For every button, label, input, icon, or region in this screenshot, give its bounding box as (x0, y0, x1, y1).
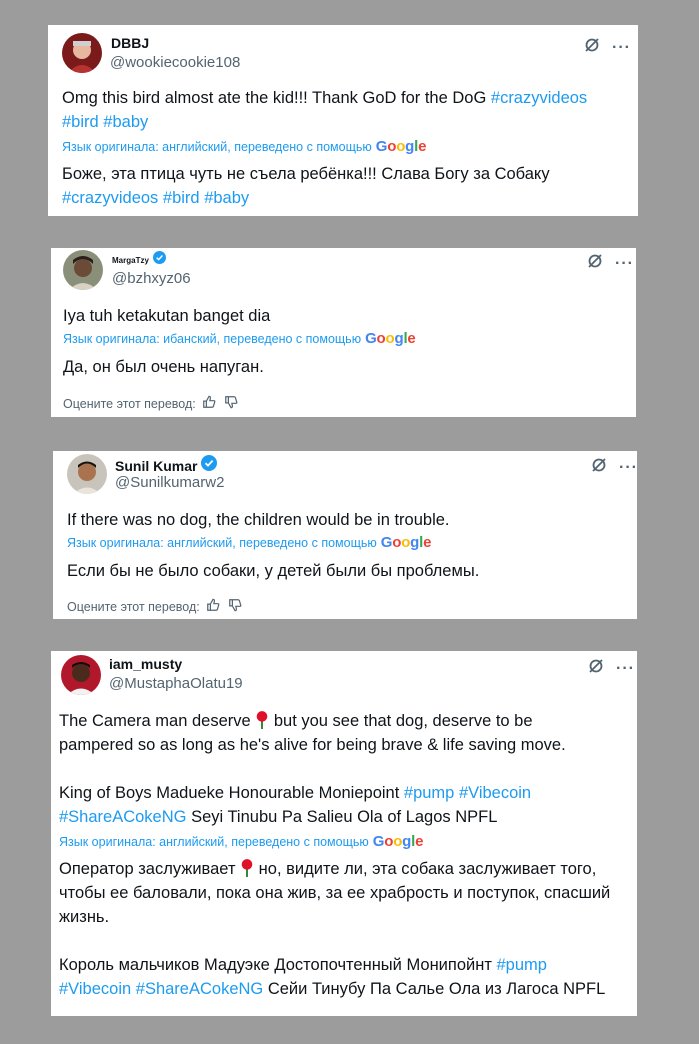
avatar[interactable] (61, 655, 101, 695)
thumbs-up-icon[interactable] (202, 395, 216, 412)
user-handle[interactable]: @wookiecookie108 (110, 54, 241, 71)
text-line (59, 709, 566, 733)
text-line (63, 304, 270, 328)
translation-note: Язык оригинала: английский, переведено с помощью Google (67, 534, 432, 551)
text-segment: Iya tuh ketakutan banget dia (63, 307, 271, 325)
grok-icon[interactable] (591, 457, 607, 478)
text-segment: Да, он был очень напуган. (63, 358, 264, 376)
text-line (59, 905, 610, 929)
user-name[interactable]: MargaTzy (112, 255, 149, 265)
text-segment: The Camera man deserve (59, 712, 256, 730)
text-line (59, 881, 610, 905)
translated-text (62, 162, 550, 210)
hashtag-link[interactable]: #ShareACokeNG (59, 808, 187, 826)
avatar[interactable] (67, 454, 107, 494)
text-line (63, 355, 264, 379)
translation-note: Язык оригинала: ибанский, переведено с помощью Google (63, 330, 416, 347)
text-line (59, 781, 566, 805)
text-segment: Боже, эта птица чуть не съела ребёнка!!! Слава Богу за Собаку (62, 165, 550, 183)
original-text (62, 86, 587, 134)
verified-badge-icon (153, 251, 166, 269)
text-line (59, 805, 566, 829)
text-segment: Оператор заслуживает (59, 860, 241, 878)
text-line (62, 162, 550, 186)
google-logo: Google (372, 833, 424, 850)
hashtag-link[interactable]: #bird (62, 113, 99, 131)
translated-text (67, 559, 479, 583)
text-line (62, 186, 550, 210)
hashtag-link[interactable]: #crazyvideos (490, 89, 588, 107)
rose-icon (240, 859, 254, 877)
grok-icon[interactable] (587, 253, 603, 274)
user-name[interactable]: DBBJ (111, 35, 150, 51)
text-line (59, 977, 610, 1001)
google-logo: Google (380, 534, 432, 551)
comment-card (48, 25, 638, 216)
more-options-icon[interactable]: ··· (612, 38, 631, 56)
text-line (67, 508, 450, 532)
text-line (59, 953, 610, 977)
avatar[interactable] (63, 250, 103, 290)
text-line (59, 733, 566, 757)
user-name[interactable]: iam_musty (109, 656, 183, 672)
text-line (59, 757, 566, 781)
grok-icon[interactable] (588, 658, 604, 679)
hashtag-link[interactable]: #crazyvideos (62, 189, 159, 207)
more-options-icon[interactable]: ··· (615, 254, 634, 272)
more-options-icon[interactable]: ··· (616, 659, 635, 677)
hashtag-link[interactable]: #Vibecoin (458, 784, 532, 802)
thumbs-down-icon[interactable] (224, 395, 238, 412)
google-logo: Google (375, 138, 427, 155)
comment-card (51, 248, 636, 417)
text-segment: но, видите ли, эта собака заслуживает того, (254, 860, 597, 878)
text-segment: Если бы не было собаки, у детей были бы проблемы. (67, 562, 480, 580)
rate-translation-label: Оцените этот перевод: (67, 599, 200, 614)
hashtag-link[interactable]: #baby (204, 189, 250, 207)
text-line (67, 559, 479, 583)
original-text (67, 508, 450, 532)
hashtag-link[interactable]: #baby (103, 113, 149, 131)
user-handle[interactable]: @bzhxyz06 (112, 270, 191, 287)
avatar[interactable] (62, 33, 102, 73)
original-text (59, 709, 566, 829)
translation-note: Язык оригинала: английский, переведено с помощью Google (59, 833, 424, 850)
translation-note: Язык оригинала: английский, переведено с помощью Google (62, 138, 427, 155)
thumbs-down-icon[interactable] (228, 598, 242, 615)
hashtag-link[interactable]: #Vibecoin (59, 980, 132, 998)
translated-text (59, 857, 610, 1001)
text-segment: чтобы ее баловали, пока она жив, за ее храбрость и поступок, спасший (59, 884, 611, 902)
google-logo: Google (365, 330, 416, 347)
text-segment: If there was no dog, the children would be in trouble. (67, 511, 450, 529)
original-text (63, 304, 270, 328)
text-segment: pampered so as long as he's alive for being brave & life saving move. (59, 736, 566, 754)
text-segment: Сейи Тинубу Па Салье Ола из Лагоса NPFL (263, 980, 606, 998)
text-segment: King of Boys Madueke Honourable Moniepoint (59, 784, 404, 802)
text-line (62, 110, 587, 134)
text-segment: Omg this bird almost ate the kid!!! Thank GoD for the DoG (62, 89, 491, 107)
text-segment: жизнь. (59, 908, 110, 926)
rose-icon (255, 711, 269, 729)
hashtag-link[interactable]: #pump (403, 784, 455, 802)
translated-text (63, 355, 264, 379)
user-handle[interactable]: @Sunilkumarw2 (115, 474, 225, 491)
rate-translation-label: Оцените этот перевод: (63, 396, 196, 411)
thumbs-up-icon[interactable] (206, 598, 220, 615)
text-segment: but you see that dog, deserve to be (269, 712, 533, 730)
text-segment: Seyi Tinubu Pa Salieu Ola of Lagos NPFL (186, 808, 498, 826)
more-options-icon[interactable]: ··· (619, 458, 638, 476)
comment-card (53, 451, 637, 619)
text-line (59, 857, 610, 881)
text-line (59, 929, 610, 953)
text-line (62, 86, 587, 110)
hashtag-link[interactable]: #bird (162, 189, 200, 207)
user-name[interactable]: Sunil Kumar (115, 457, 198, 474)
hashtag-link[interactable]: #pump (496, 956, 547, 974)
text-segment: Король мальчиков Мадуэке Достопочтенный Монипойнт (59, 956, 497, 974)
grok-icon[interactable] (584, 37, 600, 58)
hashtag-link[interactable]: #ShareACokeNG (135, 980, 264, 998)
comment-card (51, 651, 637, 1016)
user-handle[interactable]: @MustaphaOlatu19 (109, 675, 243, 692)
verified-badge-icon (201, 455, 217, 476)
